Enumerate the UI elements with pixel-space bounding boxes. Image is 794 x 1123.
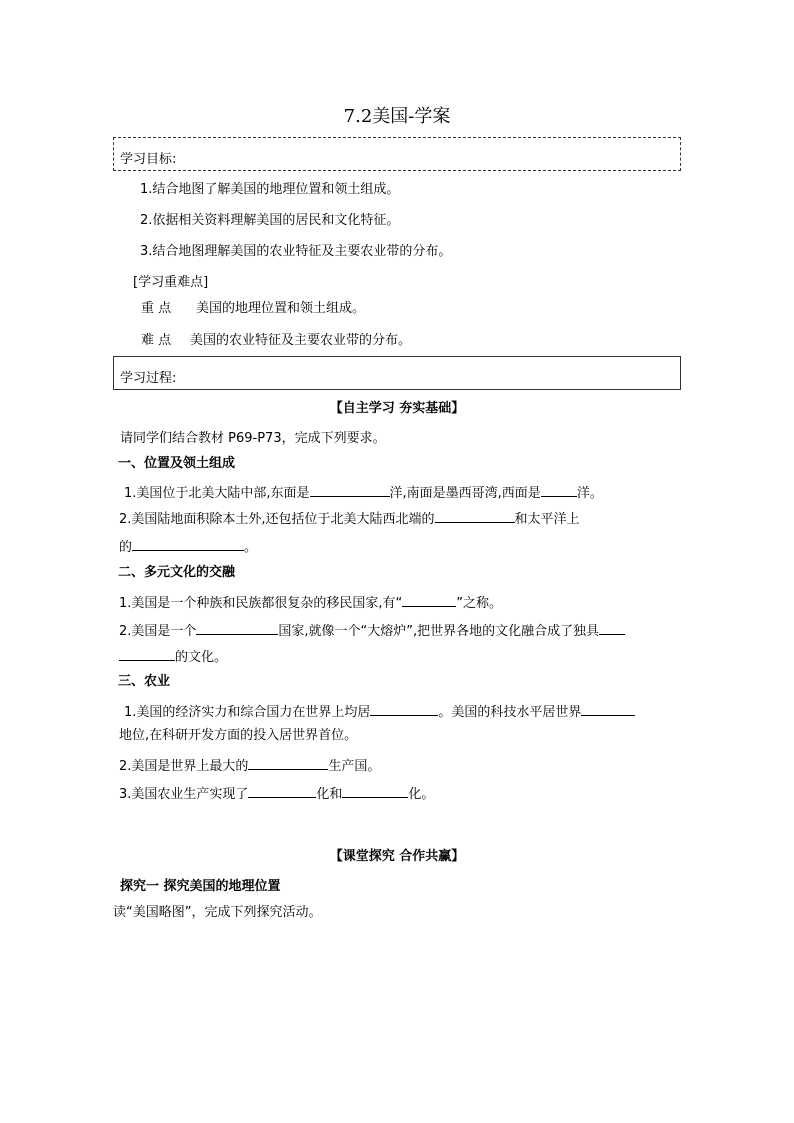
focus-text: 美国的地理位置和领土组成。 — [196, 301, 366, 316]
s1-question-2-cont — [119, 538, 257, 554]
difficulty-label: 难 点 — [141, 333, 172, 348]
s1-q1-text-a: 1.美国位于北美大陆中部,东面是 — [124, 486, 310, 501]
focus-label: 重 点 — [141, 301, 172, 316]
s3-q3-text-c: 化。 — [408, 787, 435, 802]
self-study-instruction: 请同学们结合教材 P69-P73，完成下列要求。 — [120, 431, 386, 446]
process-box — [113, 356, 681, 390]
fill-blank[interactable] — [370, 703, 438, 716]
fill-blank[interactable] — [119, 648, 175, 661]
s3-question-1-cont: 地位,在科研开发方面的投入居世界首位。 — [119, 728, 358, 743]
s1-q2-text-c: 的 — [119, 540, 133, 555]
objective-item-3: 3.结合地图理解美国的农业特征及主要农业带的分布。 — [140, 244, 452, 259]
s2-q1-text-a: 1.美国是一个种族和民族都很复杂的移民国家,有“ — [119, 596, 403, 611]
s3-question-3 — [119, 785, 434, 801]
section-1-heading: 一、位置及领土组成 — [118, 456, 236, 471]
section-2-heading: 二、多元文化的交融 — [118, 565, 236, 580]
fill-blank[interactable] — [310, 484, 390, 497]
objective-item-2: 2.依据相关资料理解美国的居民和文化特征。 — [140, 213, 400, 228]
s3-question-1 — [124, 703, 635, 719]
s1-question-2 — [119, 510, 580, 526]
s2-q1-text-b: ”之称。 — [456, 596, 503, 611]
s2-question-1 — [119, 594, 502, 610]
s2-q2-text-b: 国家,就像一个“大熔炉”,把世界各地的文化融合成了独具 — [278, 624, 600, 639]
s3-q3-text-b: 化和 — [316, 787, 343, 802]
fill-blank[interactable] — [581, 703, 635, 716]
fill-blank[interactable] — [599, 622, 625, 635]
section-3-heading: 三、农业 — [118, 674, 171, 689]
difficulty-text: 美国的农业特征及主要农业带的分布。 — [190, 333, 412, 348]
s3-q1-text-b: 。美国的科技水平居世界 — [438, 705, 582, 720]
s1-question-1 — [124, 484, 603, 500]
objectives-label: 学习目标: — [120, 152, 177, 167]
s3-question-2 — [119, 757, 380, 773]
fill-blank[interactable] — [541, 484, 577, 497]
page-title: 7.2美国-学案 — [343, 106, 451, 127]
fill-blank[interactable] — [435, 510, 515, 523]
classroom-heading: 【课堂探究 合作共赢】 — [329, 849, 465, 864]
fill-blank[interactable] — [196, 622, 278, 635]
s3-q3-text-a: 3.美国农业生产实现了 — [119, 787, 249, 802]
s3-q2-text-b: 生产国。 — [328, 759, 381, 774]
process-label: 学习过程: — [120, 371, 177, 386]
objective-item-1: 1.结合地图了解美国的地理位置和领土组成。 — [140, 182, 400, 197]
fill-blank[interactable] — [342, 785, 408, 798]
s1-q2-text-a: 2.美国陆地面积除本土外,还包括位于北美大陆西北端的 — [119, 512, 435, 527]
s1-q2-text-d: 。 — [244, 540, 258, 555]
self-study-heading: 【自主学习 夯实基础】 — [329, 401, 465, 416]
s1-q1-text-b: 洋,南面是墨西哥湾,西面是 — [389, 486, 541, 501]
s1-q1-text-c: 洋。 — [576, 486, 603, 501]
inquiry-1-heading: 探究一 探究美国的地理位置 — [120, 879, 281, 894]
s3-q1-text-a: 1.美国的经济实力和综合国力在世界上均居 — [124, 705, 371, 720]
s1-q2-text-b: 和太平洋上 — [514, 512, 580, 527]
fill-blank[interactable] — [402, 594, 456, 607]
objectives-box — [113, 137, 681, 171]
fill-blank[interactable] — [248, 785, 316, 798]
s2-question-2 — [119, 622, 625, 638]
s3-q2-text-a: 2.美国是世界上最大的 — [119, 759, 249, 774]
classroom-instruction: 读“美国略图”，完成下列探究活动。 — [113, 905, 322, 920]
fill-blank[interactable] — [248, 757, 328, 770]
s2-question-2-cont — [119, 648, 227, 664]
s2-q2-text-a: 2.美国是一个 — [119, 624, 197, 639]
s2-q2-text-c: 的文化。 — [175, 650, 228, 665]
key-points-label: [学习重难点] — [133, 275, 209, 290]
fill-blank[interactable] — [132, 538, 244, 551]
